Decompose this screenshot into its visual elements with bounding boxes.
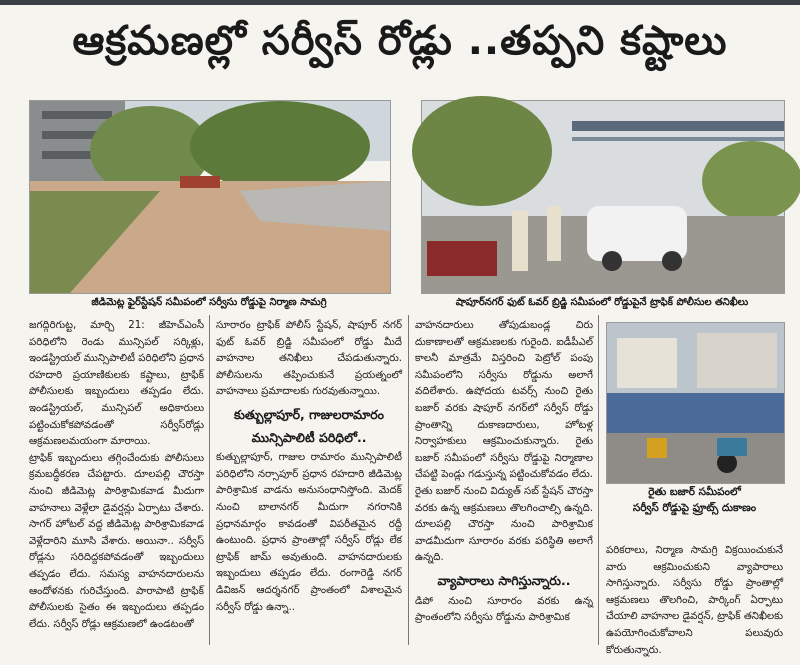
photo-police-image bbox=[422, 101, 784, 293]
column-rule bbox=[408, 315, 409, 645]
photo-service-road-construction bbox=[29, 100, 391, 294]
article-column-4 bbox=[606, 543, 783, 656]
article-subhead: మున్సిపాలిటీ పరిధిలో.. bbox=[251, 429, 367, 445]
article-paragraph: సూరారం ట్రాఫిక్ పోలీస్ స్టేషన్, షాపూర్ నగర్ ఫుట్ ఓవర్ బ్రిడ్జి సమీపంలో రోడ్డు మీదే వాహనాల తనిఖీలు చేపడుతున్నారు. పోలీసులను తప్పించుకునే ప్రయత్నంలో వాహనాలు ప్రమాదాలకు గురవుతున్నాయి. bbox=[216, 320, 402, 398]
article-paragraph: కుత్బుల్లాపూర్, గాజుల రామారం మున్సిపాలిటీ పరిధిలోని నర్సాపూర్ ప్రధాన రహదారి జీడిమెట్ల పారిశ్రామిక వాడను అనుసంధానిస్తోంది. మెదక్ నుంచి బాలానగర్ మీదుగా నగరానికి ప్రధానమార్గం కావడంతో విపరీతమైన రద్దీ ఉంటుంది. ప్రధాన ప్రాంతాల్లో సర్వీస్ రోడ్లు లేక ట్రాఫిక్ జామ్ అవుతుంది. వాహనదారులకు ఇబ్బందులు తప్పడం లేదు. రంగారెడ్డి నగర్ డివిజన్ ఆదర్శనగర్ ప్రాంతంలో విశాలమైన సర్వీస్ రోడ్డు ఉన్నా.. bbox=[216, 452, 402, 613]
photo-small-caption bbox=[606, 484, 783, 516]
article-paragraph: డిపో నుంచి సూరారం వరకు ఉన్న ప్రాంతంలోని సర్వీసు రోడ్డును పారిశ్రామిక bbox=[415, 595, 593, 624]
photo-fruit-stall-image bbox=[607, 323, 784, 483]
article-subhead: కుత్బుల్లాపూర్, గాజులరామారం bbox=[234, 406, 384, 422]
photo-traffic-police-check bbox=[421, 100, 785, 294]
article-subhead: వ్యాపారాలు సాగిస్తున్నారు.. bbox=[437, 572, 571, 588]
photo-fruit-stall bbox=[606, 322, 785, 484]
photo-left-caption: జీడిమెట్ల ఫైర్‌స్టేషన్ సమీపంలో సర్వీసు రోడ్డుపై నిర్మాణ సామగ్రి bbox=[91, 297, 327, 308]
article-column-3 bbox=[415, 318, 593, 643]
article-column-1 bbox=[29, 318, 204, 643]
article-paragraph: ట్రాఫిక్ ఇబ్బందులు తగ్గించేందుకు పోలీసులు క్రమబద్ధీకరణ చేపట్టారు. దూలపల్లి చౌరస్తా నుంచి జీడిమెట్ల పారిశ్రామికవాడ మీదుగా వాహనాలు వెళ్లేలా డైవర్షన్లు ఏర్పాటు చేశారు. సాగర్ హోటల్ వద్ద జీడిమెట్ల పారిశ్రామికవాడ వెళ్లేదారిని మూసి వేశారు. అయినా.. సర్వీస్ రోడ్లను సరిదిద్దకపోవడంతో ఇబ్బందులు తప్పడం లేదు. సమస్య వాహనదారులను ఆందోళనకు గురిచేస్తుంది. పారాపాటి ట్రాఫిక్ పోలీసులకు సైతం ఈ ఇబ్బందులు తప్పడం లేదు. సర్వీస్ రోడ్లు ఆక్రమణలో ఉండటంతో bbox=[29, 452, 204, 630]
photo-small-caption-line: సర్వీస్ రోడ్డుపై ఫ్రూట్స్ దుకాణం bbox=[632, 502, 757, 514]
photo-right-caption: షాపూర్‌నగర్ ఫుట్ ఓవర్ బ్రిడ్జి సమీపంలో రోడ్డుపైనే ట్రాఫిక్ పోలీసుల తనిఖీలు bbox=[455, 297, 749, 308]
article-paragraph: పరికరాలు, నిర్మాణ సామగ్రి విక్రయించుకునే వారు ఆక్రమించుకుని వ్యాపారాలు సాగిస్తున్నారు. సర్వీసు రోడ్డు ప్రాంతాల్లో ఆక్రమణలు తొలగించి, పార్కింగ్ ఏర్పాటు చేయాలి వాహనాల డైవర్షన్, ట్రాఫిక్ తనిఖీలకు ఉపయోగించుకోవాలని పలువురు కోరుతున్నారు. bbox=[606, 545, 783, 656]
headline: ఆక్రమణల్లో సర్వీస్ రోడ్లు ..తప్పని కష్టాలు bbox=[72, 18, 728, 64]
photo-small-caption-line: రైతు బజార్ సమీపంలో bbox=[648, 486, 741, 498]
article-column-2 bbox=[216, 318, 402, 643]
article-paragraph: వాహనదారులు తోపుడుబండ్ల చిరు దుకాణాలతో ఆక్రమణలకు గురైంది. ఐడీపీఎల్ కాలనీ మాత్రమే విస్తరించి పెట్రోల్ పంపు సమీపంలోని సర్వీసు రోడ్డును అలాగే వదిలేశారు. ఉషోదయ టవర్స్ నుంచి రైతు బజార్ వరకు షాపూర్ నగర్‌లో సర్వీస్ రోడ్డు ప్రాంతాన్ని దుకాణదారులు, హోటళ్ల నిర్వాహకులు ఆక్రమించుకున్నారు. రైతు బజార్ సమీపంలో సర్వీసు రోడ్డుపై నిర్మాణాల చేపట్టి పెండ్లు గడుస్తున్న పట్టించుకోవడం లేదు. రైతు బజార్ నుంచి విద్యుత్ సబ్ స్టేషన్ చౌరస్తా వరకు ఉన్న ఆక్రమణలు తొలగించాల్సి ఉన్నది. దూలపల్లి చౌరస్తా నుంచి పారిశ్రామిక వాడమీదుగా సూరారం వరకు పరిస్థితి అలాగే ఉన్నది. bbox=[415, 320, 593, 564]
column-rule bbox=[209, 315, 210, 645]
top-bar bbox=[0, 0, 800, 5]
photo-road-image bbox=[30, 101, 390, 293]
article-paragraph: జగద్గిరిగుట్ట, మార్చి 21: జీహెచ్ఎంసీ పరిధిలోని రెండు మున్సిపల్ సర్కిళ్లు, ఇండస్ట్రియల్ మున్సిపాలిటీ పరిధిలోని ప్రధాన రహదారి ప్రయాణికులకు కష్టాలు, ట్రాఫిక్ పోలీసులకు ఇబ్బందులు తప్పడం లేదు. ఇండస్ట్రియల్, మున్సిపల్ అధికారులు పట్టించుకోకపోవడంతో సర్వీస్‌రోడ్లు ఆక్రమణలమయంగా మారాయి. bbox=[29, 320, 204, 448]
column-rule bbox=[598, 315, 599, 645]
